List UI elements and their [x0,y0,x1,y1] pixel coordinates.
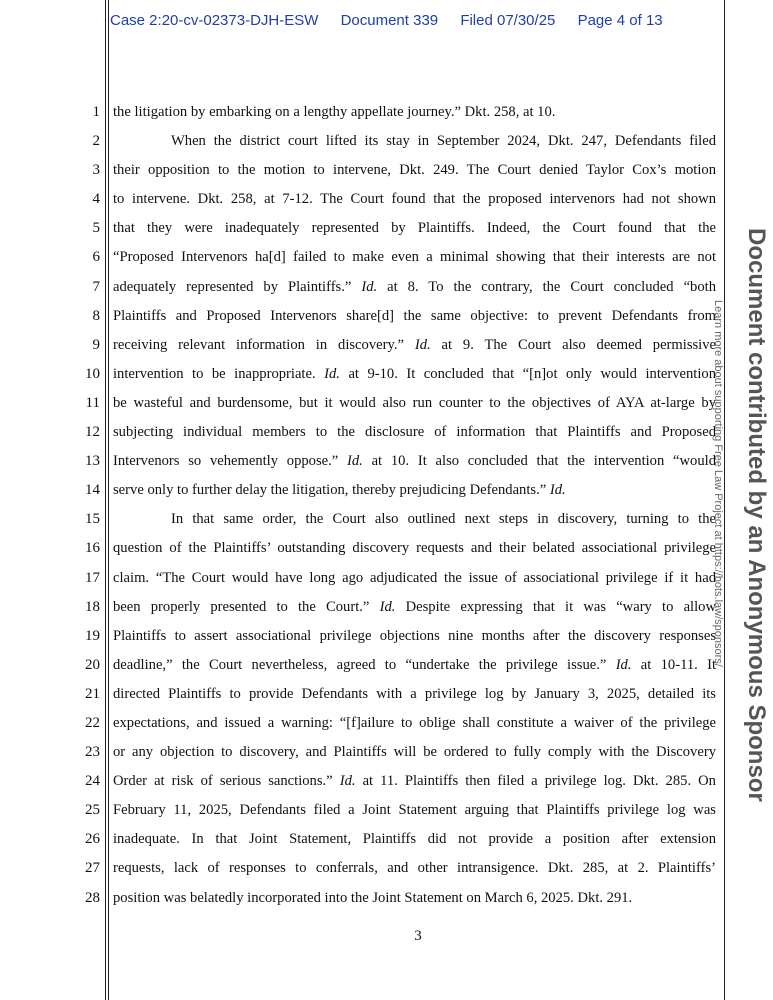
line-number: 6 [92,249,100,266]
line-number: 24 [85,773,100,790]
text-line: February 11, 2025, Defendants filed a Joint Statement arguing that Plaintiffs privilege log was [113,802,716,819]
case-number: Case 2:20-cv-02373-DJH-ESW [110,12,319,29]
sponsor-watermark-subtitle: Learn more about supporting Free Law Project at https://bots.law/sponsors/ [712,300,724,667]
text-line: “Proposed Intervenors ha[d] failed to make even a minimal showing that their interests are not [113,249,716,266]
ecf-header [110,12,681,29]
line-number: 12 [85,424,100,441]
text-line: adequately represented by Plaintiffs.” Id. at 8. To the contrary, the Court concluded “both [113,278,716,295]
text-line: Order at risk of serious sanctions.” Id. at 11. Plaintiffs then filed a privilege log. Dkt. 285. On [113,773,716,790]
text-line: requests, lack of responses to conferrals, and other intransigence. Dkt. 285, at 2. Plaintiffs’ [113,860,716,877]
line-number: 2 [92,133,100,150]
text-line: subjecting individual members to the disclosure of information that Plaintiffs and Proposed [113,424,716,441]
line-number: 18 [85,598,100,615]
text-line: When the district court lifted its stay in September 2024, Dkt. 247, Defendants filed [171,133,716,150]
text-line: receiving relevant information in discovery.” Id. at 9. The Court also deemed permissive [113,336,717,353]
left-margin-rule [105,0,106,1000]
line-number: 26 [85,831,100,848]
text-line: Plaintiffs to assert associational privilege objections nine months after the discovery responses [113,627,716,644]
filed-date: Filed 07/30/25 [460,12,556,29]
line-number: 9 [92,336,100,353]
right-margin-rule [724,0,725,1000]
line-number: 17 [85,569,100,586]
text-line: to intervene. Dkt. 258, at 7-12. The Court found that the proposed intervenors had not shown [113,191,716,208]
line-number: 28 [85,889,100,906]
document-body [113,98,716,913]
line-number: 8 [92,307,100,324]
line-number: 11 [85,394,100,411]
line-numbers [78,98,100,913]
line-number: 5 [92,220,100,237]
text-line: inadequate. In that Joint Statement, Plaintiffs did not provide a position after extension [113,831,716,848]
text-line: that they were inadequately represented by Plaintiffs. Indeed, the Court found that the [113,220,716,237]
page-indicator: Page 4 of 13 [577,12,663,29]
text-line: claim. “The Court would have long ago adjudicated the issue of associational privilege if it had [113,569,716,586]
line-number: 10 [85,365,100,382]
text-line: In that same order, the Court also outlined next steps in discovery, turning to the [171,511,716,528]
text-line: Plaintiffs and Proposed Intervenors share[d] the same objective: to prevent Defendants from [113,307,716,324]
text-line: Intervenors so vehemently oppose.” Id. at 10. It also concluded that the intervention “would [113,453,716,470]
text-line: deadline,” the Court nevertheless, agreed to “undertake the privilege issue.” Id. at 10-11. It [113,656,717,673]
left-margin-rule-inner [108,0,109,1000]
text-line: serve only to further delay the litigation, thereby prejudicing Defendants.” Id. [113,482,566,499]
text-line: question of the Plaintiffs’ outstanding discovery requests and their belated associational privilege [113,540,716,557]
line-number: 16 [85,540,100,557]
page-number: 3 [414,928,422,944]
text-line: their opposition to the motion to intervene, Dkt. 249. The Court denied Taylor Cox’s motion [113,162,716,179]
line-number: 14 [85,482,100,499]
document-number: Document 339 [340,12,439,29]
text-line: or any objection to discovery, and Plaintiffs will be ordered to fully comply with the Discovery [113,744,716,761]
sponsor-watermark-title: Document contributed by an Anonymous Sponsor [743,228,770,802]
line-number: 3 [92,162,100,179]
text-line: intervention to be inappropriate. Id. at 9-10. It concluded that “[n]ot only would intervention [113,365,716,382]
line-number: 7 [92,278,100,295]
line-number: 21 [85,685,100,702]
line-number: 20 [85,656,100,673]
text-line: the litigation by embarking on a lengthy appellate journey.” Dkt. 258, at 10. [113,104,556,120]
line-number: 23 [85,744,100,761]
line-number: 19 [85,627,100,644]
text-line: position was belatedly incorporated into the Joint Statement on March 6, 2025. Dkt. 291. [113,889,633,906]
text-line: directed Plaintiffs to provide Defendants with a privilege log by January 3, 2025, detailed its [113,685,716,702]
line-number: 15 [85,511,100,528]
line-number: 13 [85,453,100,470]
line-number: 25 [85,802,100,819]
line-number: 1 [92,104,100,120]
text-line: expectations, and issued a warning: “[f]ailure to oblige shall constitute a waiver of the privilege [113,714,716,731]
text-line: be wasteful and burdensome, but it would also run counter to the objectives of AYA at-large by [113,394,716,411]
line-number: 22 [85,714,100,731]
line-number: 27 [85,860,100,877]
text-line: been properly presented to the Court.” Id. Despite expressing that it was “wary to allow [113,598,716,615]
line-number: 4 [92,191,100,208]
